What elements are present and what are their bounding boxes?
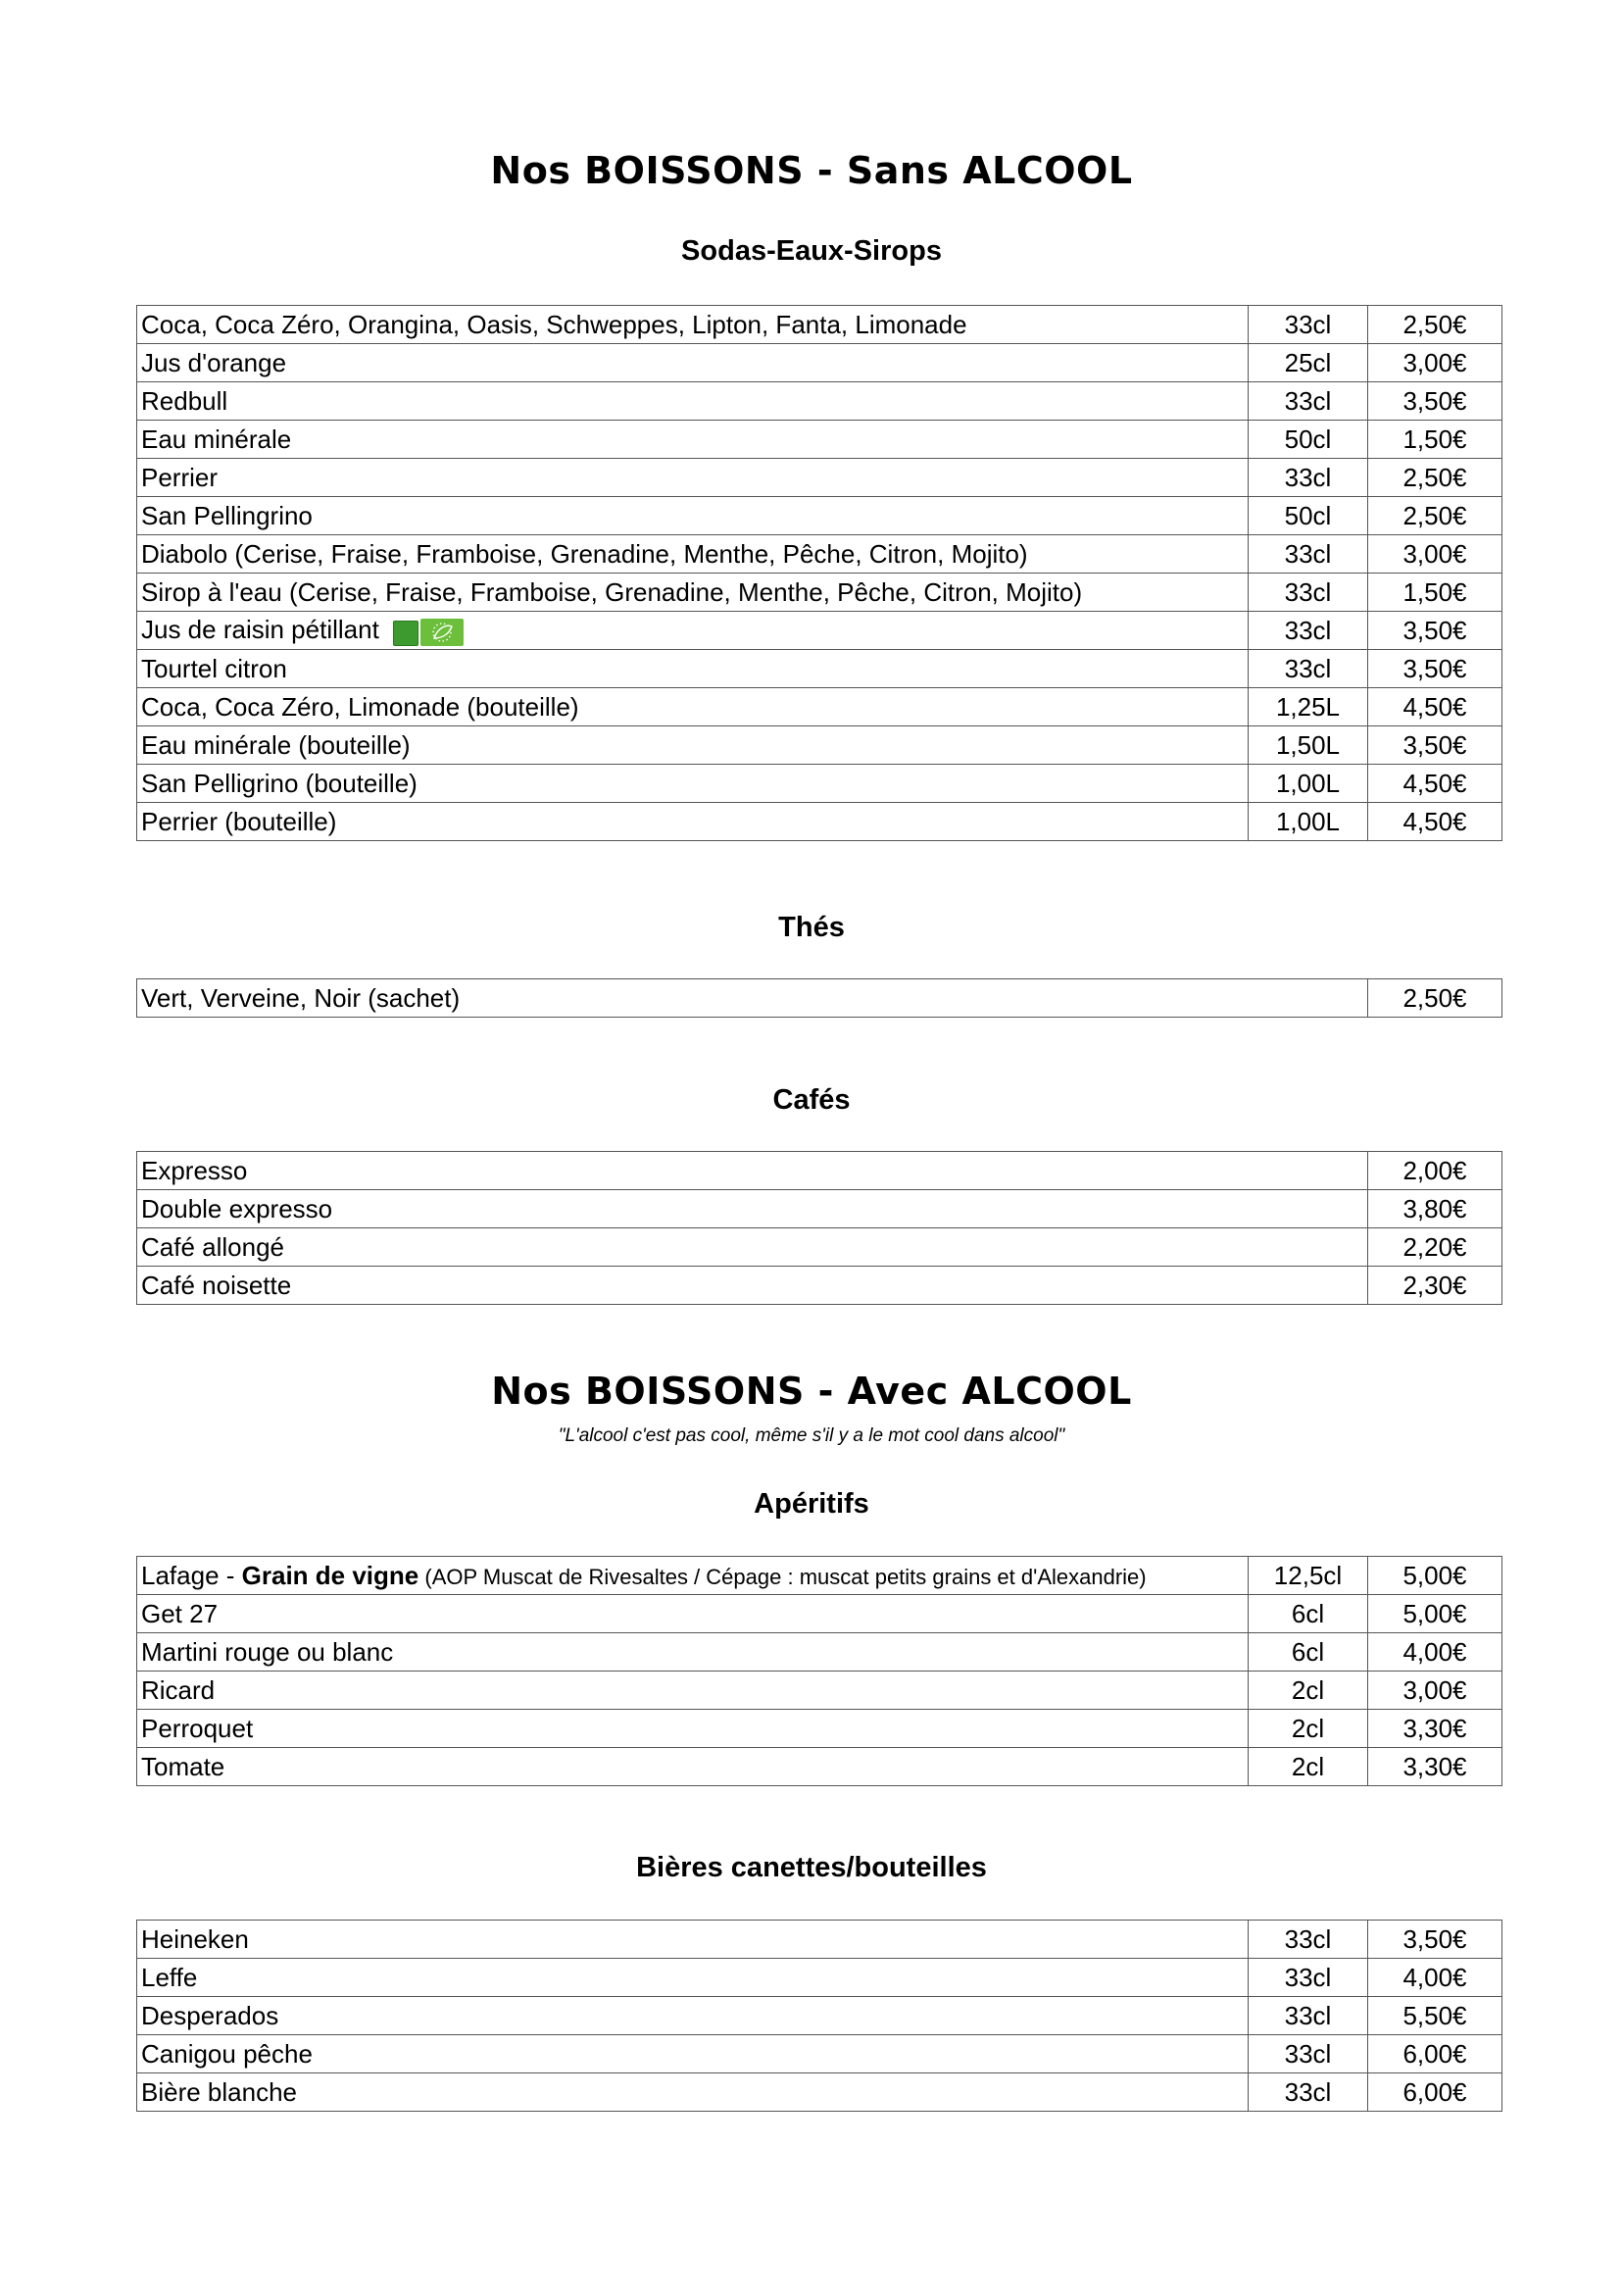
table-row	[137, 1557, 1502, 1595]
item-volume: 1,25L	[1249, 688, 1368, 726]
item-volume: 1,00L	[1249, 803, 1368, 841]
item-volume: 1,50L	[1249, 726, 1368, 765]
table-row	[137, 1710, 1502, 1748]
item-volume: 33cl	[1249, 1959, 1368, 1997]
item-volume: 33cl	[1249, 2035, 1368, 2073]
table-cafes	[136, 1151, 1502, 1305]
item-name	[137, 1672, 1249, 1710]
item-volume: 2cl	[1249, 1748, 1368, 1786]
table-row	[137, 574, 1502, 612]
title-avec-alcool: Nos BOISSONS - Avec ALCOOL	[491, 1370, 1132, 1413]
item-volume: 33cl	[1249, 650, 1368, 688]
table-row	[137, 421, 1502, 459]
item-price: 2,50€	[1368, 979, 1502, 1018]
item-name-text: Martini rouge ou blanc	[141, 1636, 394, 1667]
item-price: 4,50€	[1368, 765, 1502, 803]
item-name	[137, 574, 1249, 612]
item-name	[137, 459, 1249, 497]
table-row	[137, 650, 1502, 688]
item-name	[137, 497, 1249, 535]
item-name-text: Leffe	[141, 1962, 198, 1992]
item-name-text: Coca, Coca Zéro, Limonade (bouteille)	[141, 691, 579, 722]
item-name	[137, 344, 1249, 382]
item-name	[137, 306, 1249, 344]
title-sans-alcool: Nos BOISSONS - Sans ALCOOL	[490, 149, 1133, 192]
table-row	[137, 688, 1502, 726]
item-price: 3,00€	[1368, 344, 1502, 382]
item-name	[137, 2073, 1249, 2112]
item-name-text: Heineken	[141, 1923, 249, 1954]
item-name	[137, 1997, 1249, 2035]
section-title-aperitifs: Apéritifs	[754, 1488, 869, 1520]
item-volume: 25cl	[1249, 344, 1368, 382]
item-price: 2,50€	[1368, 459, 1502, 497]
table-row	[137, 1633, 1502, 1672]
item-name-text: Eau minérale (bouteille)	[141, 729, 411, 760]
item-price: 3,00€	[1368, 535, 1502, 574]
section-title-cafes: Cafés	[772, 1084, 851, 1116]
section-title-thes: Thés	[778, 912, 845, 943]
item-name-text: Desperados	[141, 2000, 279, 2030]
item-name	[137, 421, 1249, 459]
item-volume: 6cl	[1249, 1595, 1368, 1633]
item-price: 3,50€	[1368, 650, 1502, 688]
item-name-text: Vert, Verveine, Noir (sachet)	[141, 982, 461, 1013]
table-aperitifs	[136, 1556, 1502, 1786]
item-price: 2,50€	[1368, 306, 1502, 344]
item-price: 3,50€	[1368, 726, 1502, 765]
item-name	[137, 1152, 1368, 1190]
table-row	[137, 1267, 1502, 1305]
table-row	[137, 1997, 1502, 2035]
item-price: 4,50€	[1368, 803, 1502, 841]
item-name	[137, 726, 1249, 765]
item-name	[137, 1710, 1249, 1748]
item-name	[137, 1190, 1368, 1228]
table-row	[137, 612, 1502, 650]
item-name	[137, 382, 1249, 421]
item-name	[137, 1557, 1249, 1595]
item-name	[137, 765, 1249, 803]
table-row	[137, 1595, 1502, 1633]
item-name	[137, 1595, 1249, 1633]
item-name	[137, 650, 1249, 688]
item-volume: 12,5cl	[1249, 1557, 1368, 1595]
item-volume: 6cl	[1249, 1633, 1368, 1672]
item-price: 5,00€	[1368, 1557, 1502, 1595]
item-name	[137, 1921, 1249, 1959]
table-row	[137, 2073, 1502, 2112]
item-name	[137, 1228, 1368, 1267]
item-volume: 33cl	[1249, 535, 1368, 574]
item-volume: 33cl	[1249, 574, 1368, 612]
table-row	[137, 1672, 1502, 1710]
item-detail: (AOP Muscat de Rivesaltes / Cépage : muscat petits grains et d'Alexandrie)	[418, 1564, 1147, 1589]
table-row	[137, 497, 1502, 535]
item-volume: 50cl	[1249, 497, 1368, 535]
item-name-text: San Pellingrino	[141, 500, 313, 530]
item-volume: 33cl	[1249, 1997, 1368, 2035]
item-name	[137, 1959, 1249, 1997]
item-volume: 33cl	[1249, 382, 1368, 421]
item-price: 5,00€	[1368, 1595, 1502, 1633]
item-price: 2,00€	[1368, 1152, 1502, 1190]
item-name-text: Tourtel citron	[141, 653, 287, 683]
item-volume: 33cl	[1249, 459, 1368, 497]
table-row	[137, 382, 1502, 421]
item-volume: 33cl	[1249, 612, 1368, 650]
item-name-text: Redbull	[141, 385, 228, 416]
item-name-text: Sirop à l'eau (Cerise, Fraise, Framboise, Grenadine, Menthe, Pêche, Citron, Mojito)	[141, 576, 1083, 607]
item-name-text: Coca, Coca Zéro, Orangina, Oasis, Schweppes, Lipton, Fanta, Limonade	[141, 309, 967, 339]
table-row	[137, 2035, 1502, 2073]
item-name-text: Double expresso	[141, 1193, 333, 1223]
item-price: 3,30€	[1368, 1710, 1502, 1748]
item-bold-name: Grain de vigne	[241, 1560, 419, 1590]
section-title-bieres: Bières canettes/bouteilles	[636, 1852, 987, 1883]
item-name	[137, 1633, 1249, 1672]
section-title-sodas: Sodas-Eaux-Sirops	[681, 235, 942, 267]
table-row	[137, 726, 1502, 765]
item-prefix: Lafage -	[141, 1560, 242, 1590]
item-name-text: Café noisette	[141, 1270, 292, 1300]
item-name-text: Tomate	[141, 1751, 225, 1781]
item-name	[137, 688, 1249, 726]
item-name-text: Diabolo (Cerise, Fraise, Framboise, Grenadine, Menthe, Pêche, Citron, Mojito)	[141, 538, 1028, 569]
table-row	[137, 765, 1502, 803]
item-volume: 33cl	[1249, 2073, 1368, 2112]
table-row	[137, 535, 1502, 574]
item-name	[137, 2035, 1249, 2073]
item-volume: 1,00L	[1249, 765, 1368, 803]
table-row	[137, 344, 1502, 382]
item-price: 2,20€	[1368, 1228, 1502, 1267]
item-price: 3,50€	[1368, 612, 1502, 650]
table-row	[137, 459, 1502, 497]
item-volume: 2cl	[1249, 1710, 1368, 1748]
item-name-text: Café allongé	[141, 1231, 284, 1262]
item-name-text: Jus de raisin pétillant	[141, 615, 379, 645]
item-name	[137, 612, 1249, 650]
table-thes	[136, 978, 1502, 1018]
alcohol-quote: "L'alcool c'est pas cool, même s'il y a le mot cool dans alcool"	[558, 1425, 1065, 1446]
item-price: 6,00€	[1368, 2073, 1502, 2112]
item-volume: 50cl	[1249, 421, 1368, 459]
table-bieres	[136, 1920, 1502, 2112]
item-name-text: Ricard	[141, 1674, 216, 1705]
item-volume: 33cl	[1249, 306, 1368, 344]
item-price: 3,50€	[1368, 1921, 1502, 1959]
organic-label-icon	[393, 619, 466, 646]
table-row	[137, 1228, 1502, 1267]
item-name-text: San Pelligrino (bouteille)	[141, 768, 418, 798]
item-name	[137, 1748, 1249, 1786]
item-name	[137, 1267, 1368, 1305]
item-name-text: Get 27	[141, 1598, 219, 1628]
table-row	[137, 1152, 1502, 1190]
item-volume: 33cl	[1249, 1921, 1368, 1959]
item-price: 3,30€	[1368, 1748, 1502, 1786]
item-price: 2,30€	[1368, 1267, 1502, 1305]
item-price: 4,00€	[1368, 1959, 1502, 1997]
item-name	[137, 803, 1249, 841]
item-price: 3,00€	[1368, 1672, 1502, 1710]
item-price: 4,00€	[1368, 1633, 1502, 1672]
table-row	[137, 1921, 1502, 1959]
item-name-text: Canigou pêche	[141, 2038, 313, 2069]
item-price: 2,50€	[1368, 497, 1502, 535]
table-row	[137, 1190, 1502, 1228]
item-name-text: Expresso	[141, 1155, 248, 1185]
table-row	[137, 1959, 1502, 1997]
item-name-text: Perroquet	[141, 1713, 254, 1743]
item-price: 4,50€	[1368, 688, 1502, 726]
item-name	[137, 535, 1249, 574]
ab-bio-icon	[393, 621, 418, 646]
item-name-text: Jus d'orange	[141, 347, 287, 377]
table-sodas	[136, 305, 1502, 841]
item-name-text: Perrier	[141, 462, 219, 492]
item-price: 1,50€	[1368, 574, 1502, 612]
table-row	[137, 306, 1502, 344]
item-name-text: Bière blanche	[141, 2076, 297, 2107]
item-name-text: Eau minérale	[141, 424, 292, 454]
item-price: 1,50€	[1368, 421, 1502, 459]
eu-organic-leaf-icon	[420, 619, 464, 646]
table-row	[137, 803, 1502, 841]
item-price: 3,80€	[1368, 1190, 1502, 1228]
item-name-text: Perrier (bouteille)	[141, 806, 337, 836]
item-price: 6,00€	[1368, 2035, 1502, 2073]
item-name	[137, 979, 1368, 1018]
item-volume: 2cl	[1249, 1672, 1368, 1710]
item-price: 3,50€	[1368, 382, 1502, 421]
table-row	[137, 979, 1502, 1018]
table-row	[137, 1748, 1502, 1786]
item-price: 5,50€	[1368, 1997, 1502, 2035]
